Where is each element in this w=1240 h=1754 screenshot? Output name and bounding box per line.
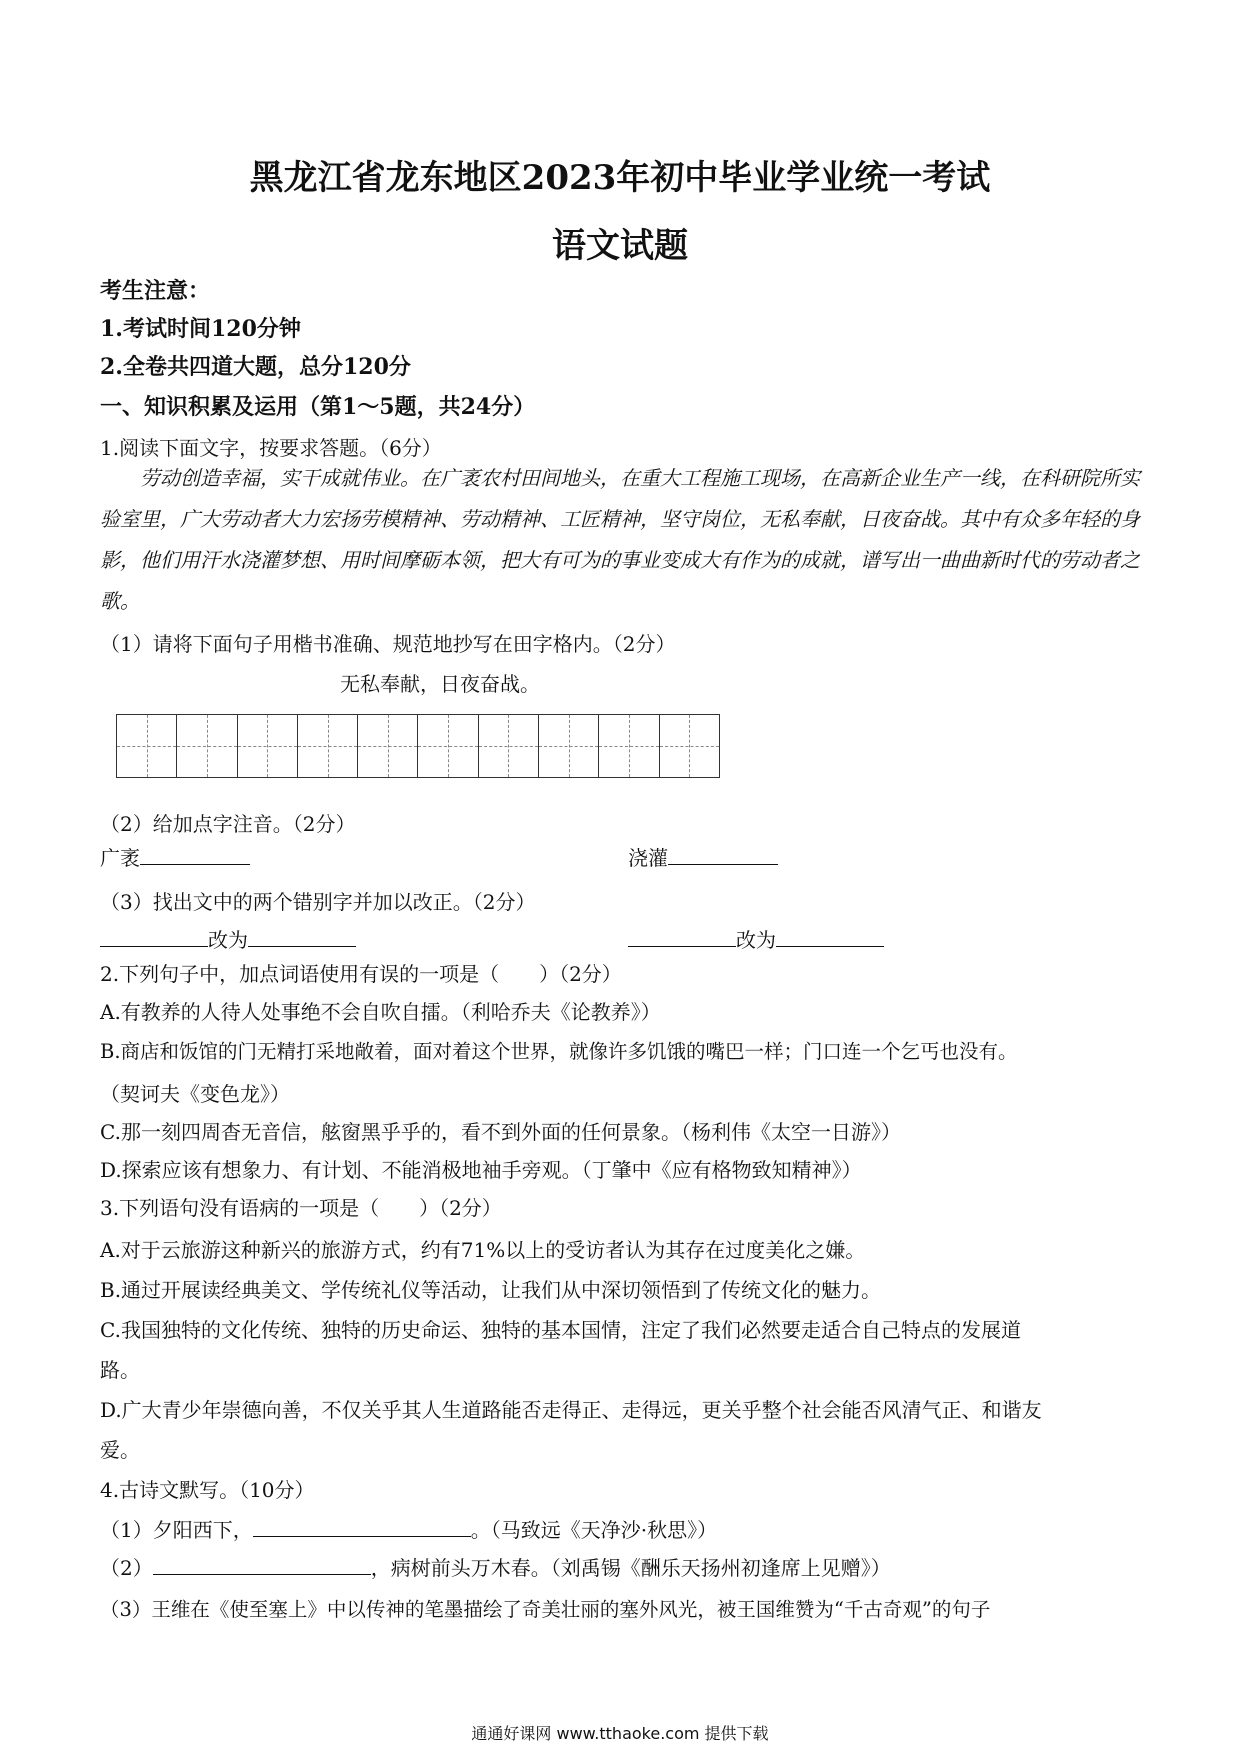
correction-row-2 — [628, 924, 1028, 953]
q1-sub1: （1）请将下面句子用楷书准确、规范地抄写在田字格内。（2分） — [100, 632, 676, 656]
q3-option-d: D.广大青少年崇德向善，不仅关乎其人生道路能否走得正、走得远，更关乎整个社会能否风清气正、和谐友 — [100, 1398, 1042, 1422]
q3-option-d-cont: 爱。 — [100, 1438, 140, 1462]
grid-cell[interactable] — [599, 715, 659, 777]
correct-char-blank-1[interactable] — [248, 926, 356, 947]
q4-item-2-post: ，病树前头万木春。（刘禹锡《酬乐天扬州初逢席上见赠》） — [370, 1556, 891, 1580]
pinyin-word-1: 广袤 — [100, 846, 140, 870]
q3-option-b: B.通过开展读经典美文、学传统礼仪等活动，让我们从中深切领悟到了传统文化的魅力。 — [100, 1278, 882, 1302]
q4-item-2 — [100, 1552, 1140, 1581]
q4-item-3: （3）王维在《使至塞上》中以传神的笔墨描绘了奇美壮丽的塞外风光，被王国维赞为“千古奇观”的句子 — [100, 1598, 991, 1621]
grid-cell[interactable] — [660, 715, 719, 777]
q2-option-c: C.那一刻四周杳无音信，舷窗黑乎乎的，看不到外面的任何景象。（杨利伟《太空一日游》） — [100, 1120, 901, 1144]
notice-item-1: 1.考试时间120分钟 — [100, 316, 301, 342]
q1-passage: 劳动创造幸福，实干成就伟业。在广袤农村田间地头，在重大工程施工现场，在高新企业生产一线，在科研院所实验室里，广大劳动者大力宏扬劳模精神、劳动精神、工匠精神，坚守岗位，无私奉献，日夜奋战。其中有众多年轻的身影，他们用汗水浇灌梦想、用时间摩砺本领，把大有可为的事业变成大有作为的成就，谱写出一曲曲新时代的劳动者之歌。 — [100, 466, 1140, 613]
q3-option-a: A.对于云旅游这种新兴的旅游方式，约有71%以上的受访者认为其存在过度美化之嫌。 — [100, 1238, 866, 1262]
copy-sentence: 无私奉献，日夜奋战。 — [340, 672, 540, 696]
q4-item-1-pre: （1）夕阳西下， — [100, 1518, 253, 1542]
wrong-char-blank-1[interactable] — [100, 926, 208, 947]
q1-sub2: （2）给加点字注音。（2分） — [100, 812, 356, 836]
q1-stem: 1.阅读下面文字，按要求答题。（6分） — [100, 436, 442, 460]
q2-stem: 2.下列句子中，加点词语使用有误的一项是（ ）（2分） — [100, 962, 622, 986]
grid-cell[interactable] — [539, 715, 599, 777]
section-heading: 一、知识积累及运用（第1～5题，共24分） — [100, 394, 536, 420]
tianzige-grid[interactable] — [116, 714, 720, 778]
change-to-label-1: 改为 — [208, 928, 248, 952]
notice-heading: 考生注意： — [100, 278, 211, 304]
q1-sub3: （3）找出文中的两个错别字并加以改正。（2分） — [100, 890, 536, 914]
pinyin-blank-1[interactable] — [140, 844, 250, 865]
pinyin-row-2 — [628, 842, 928, 871]
q4-item-1-post: 。（马致远《天净沙·秋思》） — [470, 1518, 718, 1542]
grid-cell[interactable] — [479, 715, 539, 777]
q4-blank-1[interactable] — [253, 1516, 471, 1537]
exam-title: 黑龙江省龙东地区2023年初中毕业学业统一考试 — [249, 158, 991, 198]
grid-cell[interactable] — [298, 715, 358, 777]
q2-option-b-source: （契诃夫《变色龙》） — [100, 1082, 290, 1106]
q4-item-2-pre: （2） — [100, 1556, 153, 1580]
q3-option-c: C.我国独特的文化传统、独特的历史命运、独特的基本国情，注定了我们必然要走适合自己特点的发展道 — [100, 1318, 1021, 1342]
q4-blank-2[interactable] — [153, 1554, 371, 1575]
q4-item-1 — [100, 1514, 1140, 1543]
q2-option-a: A.有教养的人待人处事绝不会自吹自擂。（利哈乔夫《论教养》） — [100, 1000, 661, 1024]
q2-option-b: B.商店和饭馆的门无精打采地敞着，面对着这个世界，就像许多饥饿的嘴巴一样；门口连一个乞丐也没有。 — [100, 1040, 1018, 1063]
q3-stem: 3.下列语句没有语病的一项是（ ）（2分） — [100, 1196, 502, 1220]
page-footer: 通通好课网 www.tthaoke.com 提供下载 — [471, 1724, 769, 1743]
grid-cell[interactable] — [238, 715, 298, 777]
pinyin-blank-2[interactable] — [668, 844, 778, 865]
exam-subtitle: 语文试题 — [552, 226, 688, 266]
notice-item-2: 2.全卷共四道大题，总分120分 — [100, 354, 411, 380]
grid-cell[interactable] — [418, 715, 478, 777]
pinyin-word-2: 浇灌 — [628, 846, 668, 870]
grid-cell[interactable] — [358, 715, 418, 777]
grid-cell[interactable] — [177, 715, 237, 777]
correct-char-blank-2[interactable] — [776, 926, 884, 947]
grid-cell[interactable] — [117, 715, 177, 777]
q4-stem: 4.古诗文默写。（10分） — [100, 1478, 315, 1502]
wrong-char-blank-2[interactable] — [628, 926, 736, 947]
pinyin-row-1 — [100, 842, 1140, 871]
q2-option-d: D.探索应该有想象力、有计划、不能消极地袖手旁观。（丁肇中《应有格物致知精神》） — [100, 1158, 862, 1182]
q3-option-c-cont: 路。 — [100, 1358, 140, 1382]
change-to-label-2: 改为 — [736, 928, 776, 952]
